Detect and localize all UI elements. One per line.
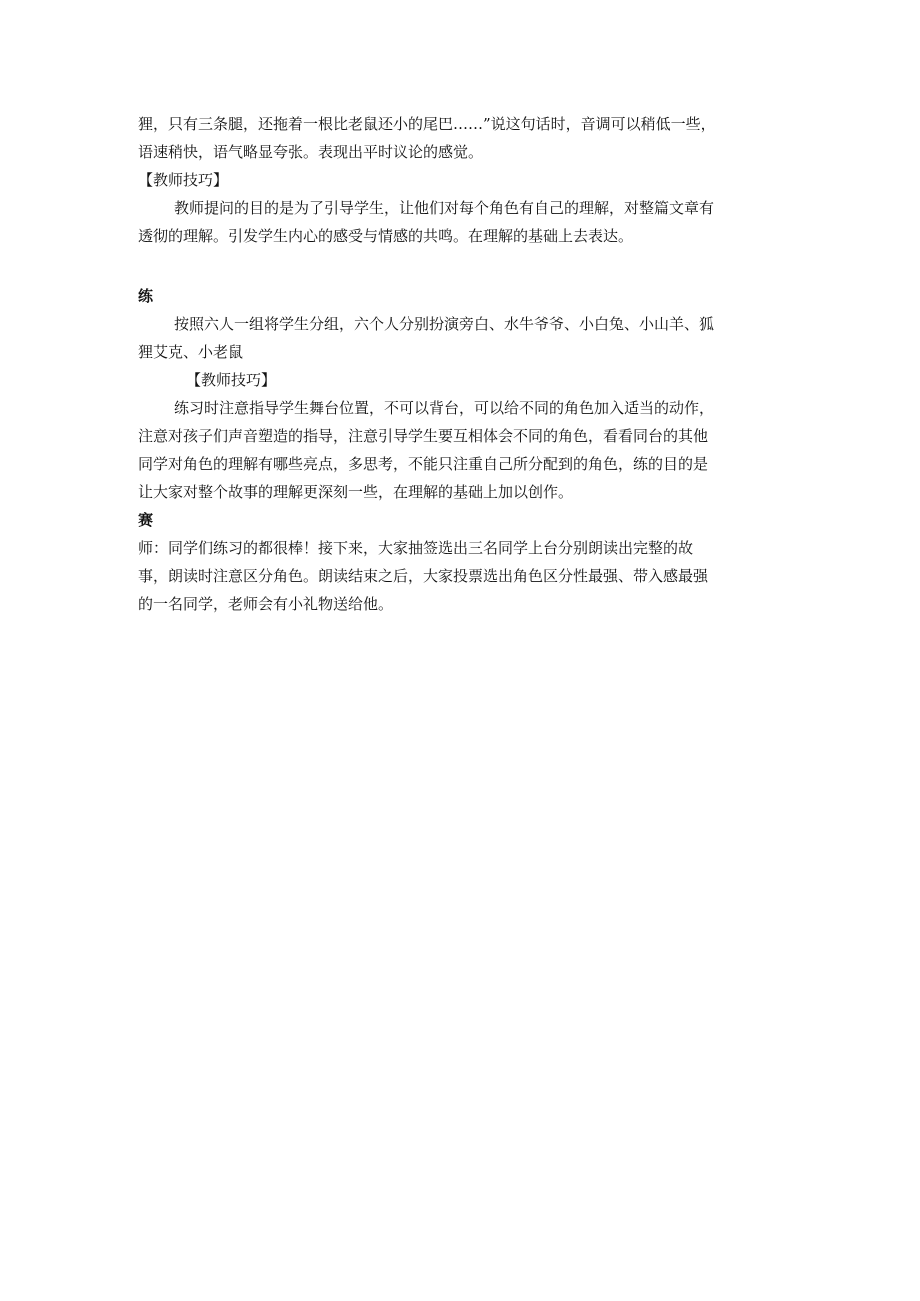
contest-heading: 赛 [138, 511, 154, 529]
practice-line-2: 狸艾克、小老鼠 [138, 343, 244, 361]
practice-tip-line-3: 同学对角色的理解有哪些亮点，多思考，不能只注重自己所分配到的角色，练的目的是 [138, 455, 709, 473]
practice-line-1: 按照六人一组将学生分组，六个人分别扮演旁白、水牛爷爷、小白兔、小山羊、狐 [174, 315, 715, 333]
contest-line-1: 师：同学们练习的都很棒！接下来，大家抽签选出三名同学上台分别朗读出完整的故 [138, 539, 694, 557]
document-page [138, 110, 788, 618]
practice-heading: 练 [138, 287, 154, 305]
contest-line-2: 事，朗读时注意区分角色。朗读结束之后，大家投票选出角色区分性最强、带入感最强 [138, 567, 709, 585]
practice-tip-line-4: 让大家对整个故事的理解更深刻一些，在理解的基础上加以创作。 [138, 483, 574, 501]
contest-line-3: 的一名同学，老师会有小礼物送给他。 [138, 595, 394, 613]
section-gap [138, 250, 788, 278]
practice-tip-line-1: 练习时注意指导学生舞台位置，不可以背台，可以给不同的角色加入适当的动作， [174, 399, 715, 417]
intro-tip-line-1: 教师提问的目的是为了引导学生，让他们对每个角色有自己的理解，对整篇文章有 [174, 199, 715, 217]
intro-tip-line-2: 透彻的理解。引发学生内心的感受与情感的共鸣。在理解的基础上去表达。 [138, 227, 634, 245]
intro-tip-title: 【教师技巧】 [138, 171, 229, 189]
intro-line-2: 语速稍快，语气略显夸张。表现出平时议论的感觉。 [138, 143, 484, 161]
practice-tip-title: 【教师技巧】 [186, 371, 277, 389]
practice-tip-line-2: 注意对孩子们声音塑造的指导，注意引导学生要互相体会不同的角色，看看同台的其他 [138, 427, 709, 445]
intro-line-1: 狸，只有三条腿，还拖着一根比老鼠还小的尾巴……”说这句话时，音调可以稍低一些， [138, 115, 716, 133]
